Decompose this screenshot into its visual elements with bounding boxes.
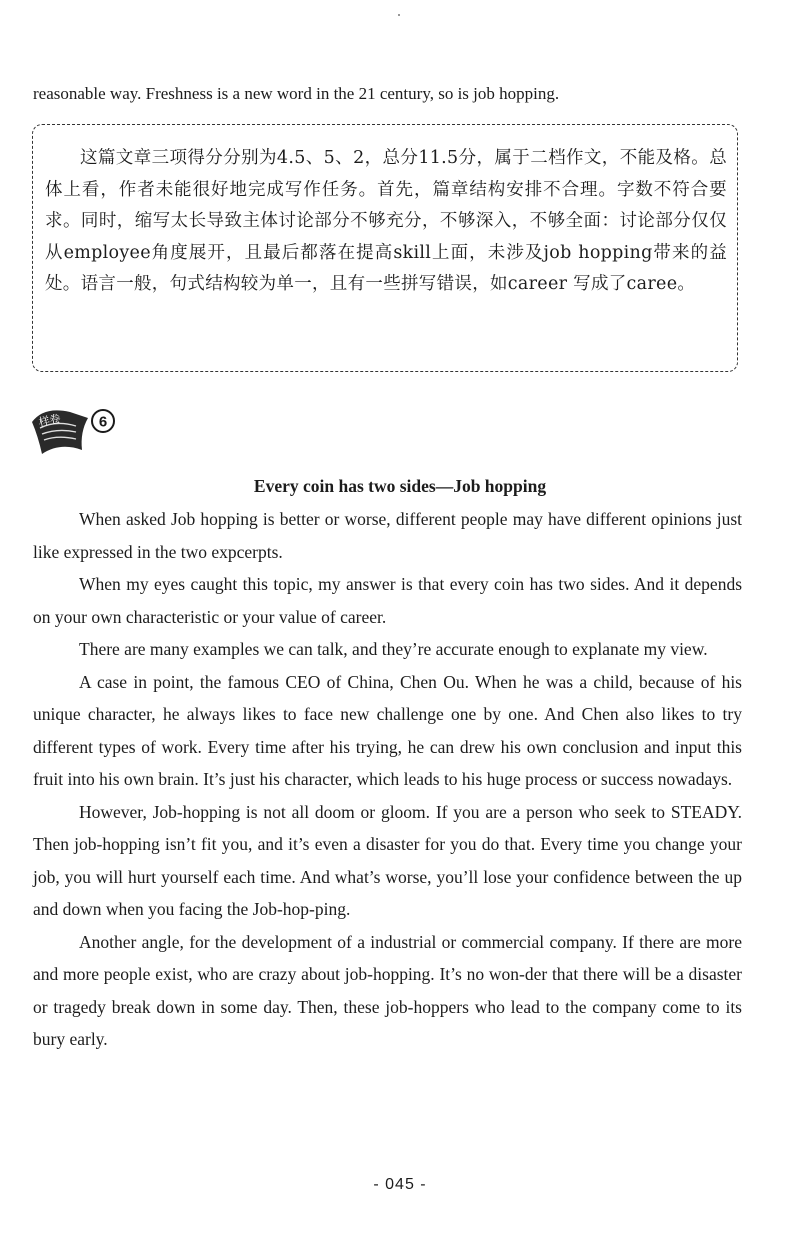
essay-paragraph: However, Job-hopping is not all doom or gloom. If you are a person who seek to STEADY. Then job-hopping isn’t fit you, and it’s even a disaster for you do that. Every time you change your job, you will hurt yourself each time. And what’s worse, you’ll lose your confidence between the up and down when you facing the Job-hop-ping. [33, 801, 742, 919]
comment-text: 这篇文章三项得分分别为4.5、5、2，总分11.5分，属于二档作文，不能及格。总体上看，作者未能很好地完成写作任务。首先，篇章结构安排不合理。字数不符合要求。同时，缩写太长导致主体讨论部分不够充分，不够深入，不够全面：讨论部分仅仅从employee角度展开，且最后都落在提高skill上面，未涉及job hopping带来的益处。语言一般，句式结构较为单一，且有一些拼写错误，如career 写成了caree。 [45, 148, 727, 294]
essay-paragraph: When asked Job hopping is better or worse, different people may have different opinions just like expressed in the two expcerpts. [33, 509, 742, 562]
essay-paragraph: A case in point, the famous CEO of China, Chen Ou. When he was a child, because of his unique character, he always likes to face new challenge one by one. And Chen also likes to try different types of work. Every time after his trying, he can drew his own conclusion and input this fruit into his own brain. It’s just his character, which leads to his huge process or success nowadays. [33, 671, 742, 789]
sample-paper-icon [30, 402, 120, 462]
essay-paragraph: Another angle, for the development of a industrial or commercial company. If there are more and more people exist, who are crazy about job-hopping. It’s no won-der that there will be a disaster or tragedy break down in some day. Then, these job-hoppers who lead to the company come to its bury early. [33, 931, 742, 1049]
comment-box [32, 124, 738, 372]
page-number: - 045 - [373, 1176, 427, 1193]
essay-paragraph: When my eyes caught this topic, my answer is that every coin has two sides. And it depends on your own characteristic or your value of career. [33, 574, 742, 627]
continued-text-line: reasonable way. Freshness is a new word in the 21 century, so is job hopping. [33, 84, 560, 103]
sample-badge-label: 样卷 [37, 411, 62, 430]
essay-body [33, 503, 742, 1056]
essay-paragraph: There are many examples we can talk, and they’re accurate enough to explanate my view. [79, 639, 708, 659]
sample-number: 6 [98, 413, 108, 431]
scan-dot [398, 14, 400, 16]
essay-title: Every coin has two sides—Job hopping [253, 476, 547, 496]
